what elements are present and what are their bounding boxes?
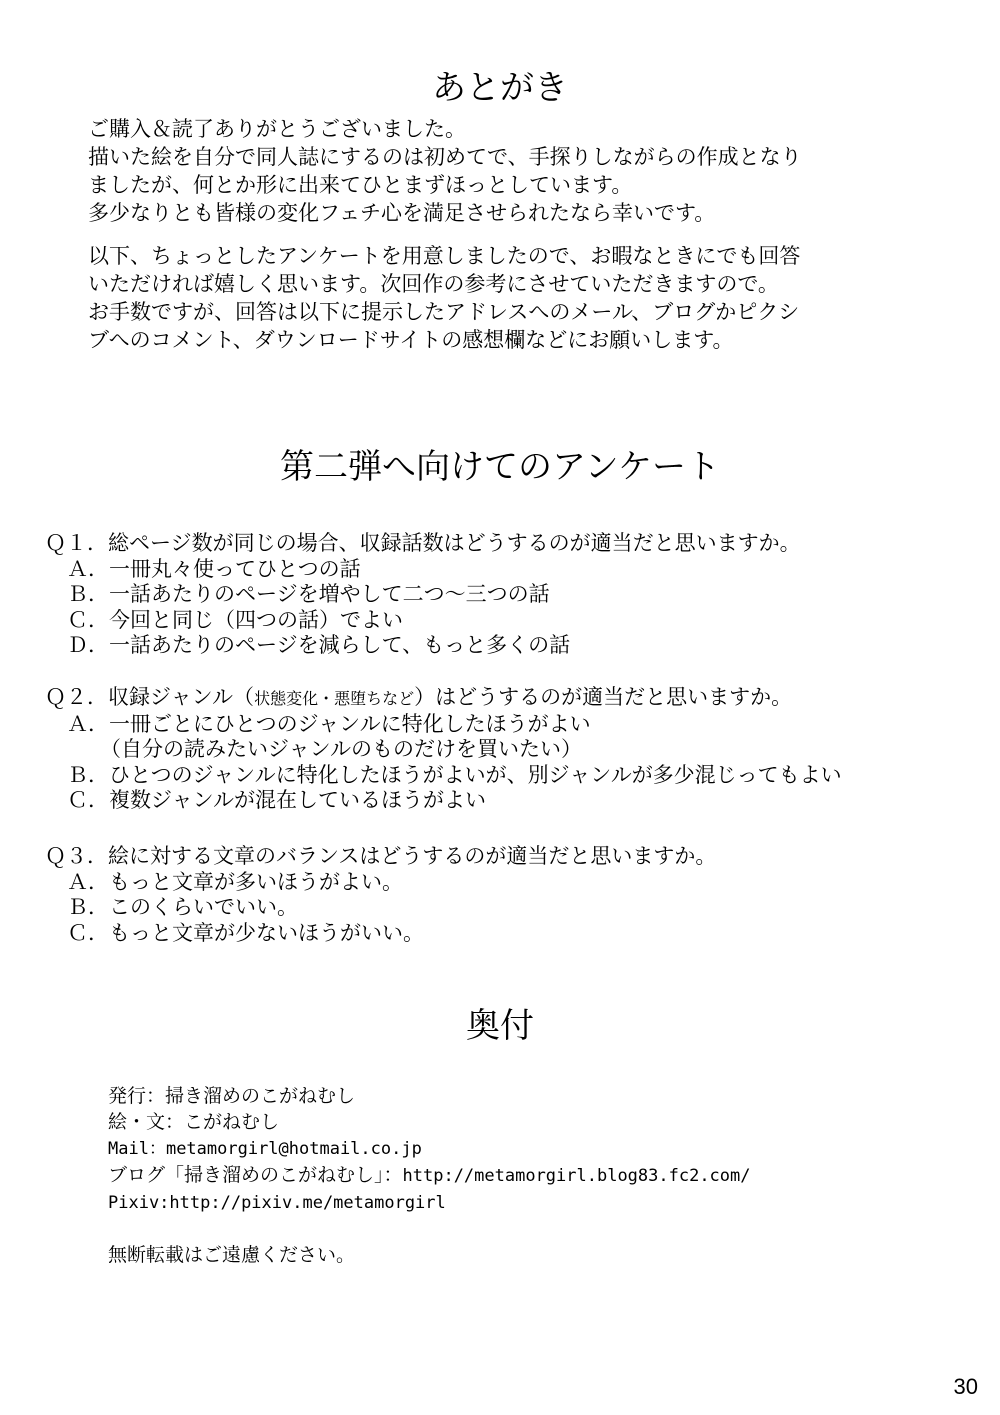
question-option: Ｂ．このくらいでいい。	[67, 895, 298, 919]
afterword-title: あとがき	[432, 68, 568, 108]
blog-url: http://metamorgirl.blog83.fc2.com/	[402, 1166, 751, 1186]
survey-title: 第二弾へ向けてのアンケート	[280, 447, 720, 487]
question-option: Ｂ．ひとつのジャンルに特化したほうがよいが、別ジャンルが多少混じってもよい	[67, 762, 842, 787]
text-line: ご購入＆読了ありがとうございました。	[88, 117, 466, 141]
text-line: 描いた絵を自分で同人誌にするのは初めてで、手探りしながらの作成となり	[88, 145, 802, 169]
publisher-name: 掃き溜めのこがねむし	[165, 1085, 356, 1107]
text-line: 以下、ちょっとしたアンケートを用意しましたので、お暇なときにでも回答	[88, 244, 801, 268]
survey-question-1	[45, 531, 801, 659]
question-text	[45, 685, 842, 712]
spacer	[108, 1216, 751, 1242]
text-line: ましたが、何とか形に出来てひとまずほっとしています。	[88, 173, 633, 197]
colophon-pixiv	[108, 1189, 751, 1216]
colophon-blog	[108, 1162, 751, 1189]
pixiv-label: Pixiv:	[108, 1193, 170, 1213]
question-option: Ａ．一冊ごとにひとつのジャンルに特化したほうがよい	[67, 711, 591, 736]
text-line: 多少なりとも皆様の変化フェチ心を満足させられたなら幸いです。	[88, 201, 716, 225]
question-option: Ｃ．複数ジャンルが混在しているほうがよい	[67, 788, 487, 812]
question-text-part: ）はどうするのが適当だと思いますか。	[414, 685, 793, 709]
author-label: 絵・文：	[108, 1111, 185, 1133]
colophon-publisher	[108, 1083, 751, 1109]
survey-question-3	[45, 844, 716, 946]
text-line: お手数ですが、回答は以下に提示したアドレスへのメール、ブログかピクシ	[88, 300, 800, 324]
colophon-author	[108, 1109, 751, 1135]
question-text-part: Ｑ２．収録ジャンル（	[45, 685, 255, 709]
colophon-details	[108, 1083, 751, 1268]
question-text: Ｑ１．総ページ数が同じの場合、収録話数はどうするのが適当だと思いますか。	[45, 531, 801, 555]
colophon-title: 奥付	[466, 1006, 534, 1046]
mail-address: metamorgirl@hotmail.co.jp	[165, 1139, 422, 1159]
question-option-note: （自分の読みたいジャンルのものだけを買いたい）	[100, 737, 583, 761]
mail-label: Mail：	[108, 1139, 166, 1159]
text-line: いただければ嬉しく思います。次回作の参考にさせていただきますので。	[88, 272, 779, 296]
question-option: Ａ．もっと文章が多いほうがよい。	[67, 869, 403, 894]
blog-label: ブログ「掃き溜めのこがねむし」：	[108, 1164, 403, 1186]
afterword-paragraph-2	[88, 242, 800, 354]
question-option: Ｃ．今回と同じ（四つの話）でよい	[67, 607, 403, 632]
afterword-paragraph-1	[88, 115, 802, 227]
question-option: Ａ．一冊丸々使ってひとつの話	[67, 556, 361, 581]
page-number: 30	[953, 1374, 978, 1399]
publisher-label: 発行：	[108, 1085, 166, 1107]
question-option: Ｂ．一話あたりのページを増やして二つ～三つの話	[67, 582, 550, 606]
question-option: Ｄ．一話あたりのページを減らして、もっと多くの話	[67, 633, 571, 657]
colophon-notice: 無断転載はご遠慮ください。	[108, 1244, 356, 1266]
question-text: Ｑ３．絵に対する文章のバランスはどうするのが適当だと思いますか。	[45, 844, 717, 868]
text-line: ブへのコメント、ダウンロードサイトの感想欄などにお願いします。	[88, 328, 734, 352]
survey-question-2	[45, 685, 842, 814]
colophon-mail	[108, 1135, 751, 1162]
question-text-small: 状態変化・悪堕ちなど	[254, 689, 415, 708]
question-option: Ｃ．もっと文章が少ないほうがいい。	[67, 920, 424, 945]
pixiv-url: http://pixiv.me/metamorgirl	[169, 1193, 446, 1213]
author-name: こがねむし	[184, 1111, 280, 1133]
